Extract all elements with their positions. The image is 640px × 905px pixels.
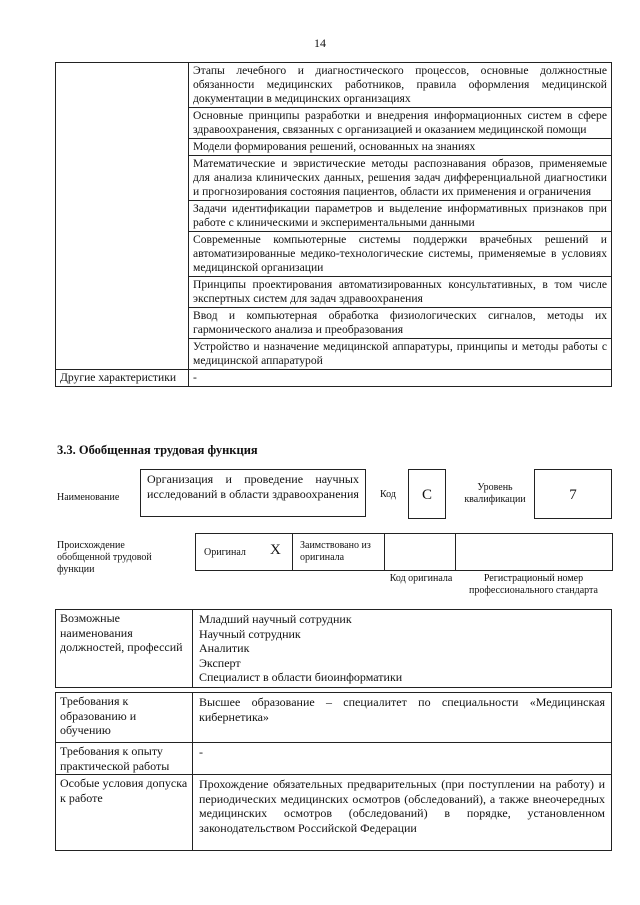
table-cell: Математические и эвристические методы распознавания образов, применяемые для анализа клинических данных, решения задач дифференциальной диагностики и прогнозирования состояния пациентов, области их применения и ограничения <box>189 156 612 201</box>
level-value-box: 7 <box>534 469 612 519</box>
divider <box>455 533 456 571</box>
table-row <box>56 693 612 743</box>
positions-list <box>193 610 612 688</box>
admission-value: Прохождение обязательных предварительных (при поступлении на работу) и периодических медицинских осмотров (обследований), а также внеочередных медицинских осмотров (обследований) в порядке, установленном законодательством Российской Федерации <box>193 775 612 851</box>
positions-label: Возможные наименования должностей, профессий <box>56 610 193 688</box>
list-item: Специалист в области биоинформатики <box>199 670 403 684</box>
table-cell: Принципы проектирования автоматизированных консультативных, в том числе экспертных систем для задач здравоохранения <box>189 277 612 308</box>
table-label-cell <box>56 63 189 370</box>
code-label: Код <box>380 489 396 500</box>
list-item: Аналитик <box>199 641 250 655</box>
code-value-box: C <box>408 469 446 519</box>
list-item: Младший научный сотрудник <box>199 612 352 626</box>
table-row <box>56 63 612 108</box>
knowledge-table <box>55 62 612 387</box>
code-caption: Код оригинала <box>389 573 453 584</box>
origin-box <box>195 533 613 571</box>
original-mark: X <box>270 542 281 558</box>
experience-label: Требования к опыту практической работы <box>56 743 193 775</box>
table-cell: Современные компьютерные системы поддержки врачебных решений и автоматизированные медико-технологические системы, применяемые в условиях медицинской организации <box>189 232 612 277</box>
level-label: Уровень квалификации <box>464 482 526 505</box>
table-cell: Основные принципы разработки и внедрения информационных систем в сфере здравоохранения, связанных с организацией и оказанием медицинской помощи <box>189 108 612 139</box>
list-item: Научный сотрудник <box>199 626 301 641</box>
education-value: Высшее образование – специалитет по специальности «Медицинская кибернетика» <box>193 693 612 743</box>
table-row <box>56 610 612 688</box>
table-row <box>56 775 612 851</box>
experience-value: - <box>193 743 612 775</box>
name-label: Наименование <box>57 492 120 503</box>
table-cell: Этапы лечебного и диагностического процессов, основные должностные обязанности медицинских работников, правила оформления медицинской документации в медицинских организациях <box>189 63 612 108</box>
list-item: Эксперт <box>199 655 241 670</box>
page-number: 14 <box>314 36 326 50</box>
table-cell: Устройство и назначение медицинской аппаратуры, принципы и методы работы с медицинской аппаратурой <box>189 339 612 370</box>
borrowed-label: Заимствовано из оригинала <box>300 540 371 563</box>
education-label: Требования к образованию и обучению <box>56 693 193 743</box>
function-name-box: Организация и проведение научных исследований в области здравоохранения <box>140 469 366 517</box>
requirements-table <box>55 692 612 851</box>
original-label: Оригинал <box>204 547 246 558</box>
table-cell: Ввод и компьютерная обработка физиологических сигналов, методы их гармонического анализа и преобразования <box>189 308 612 339</box>
divider <box>384 533 385 571</box>
origin-label: Происхождение обобщенной трудовой функции <box>57 540 152 575</box>
registration-caption: Регистрационый номер профессионального стандарта <box>469 573 598 596</box>
table-row <box>56 743 612 775</box>
other-characteristics-value: - <box>189 370 612 387</box>
table-cell: Задачи идентификации параметров и выделение информативных признаков при работе с клиническими и экспериментальными данными <box>189 201 612 232</box>
other-characteristics-label: Другие характеристики <box>56 370 189 387</box>
divider <box>292 533 293 571</box>
section-heading: 3.3. Обобщенная трудовая функция <box>57 443 258 457</box>
table-cell: Модели формирования решений, основанных на знаниях <box>189 139 612 156</box>
table-row <box>56 370 612 387</box>
admission-label: Особые условия допуска к работе <box>56 775 193 851</box>
positions-table <box>55 609 612 688</box>
